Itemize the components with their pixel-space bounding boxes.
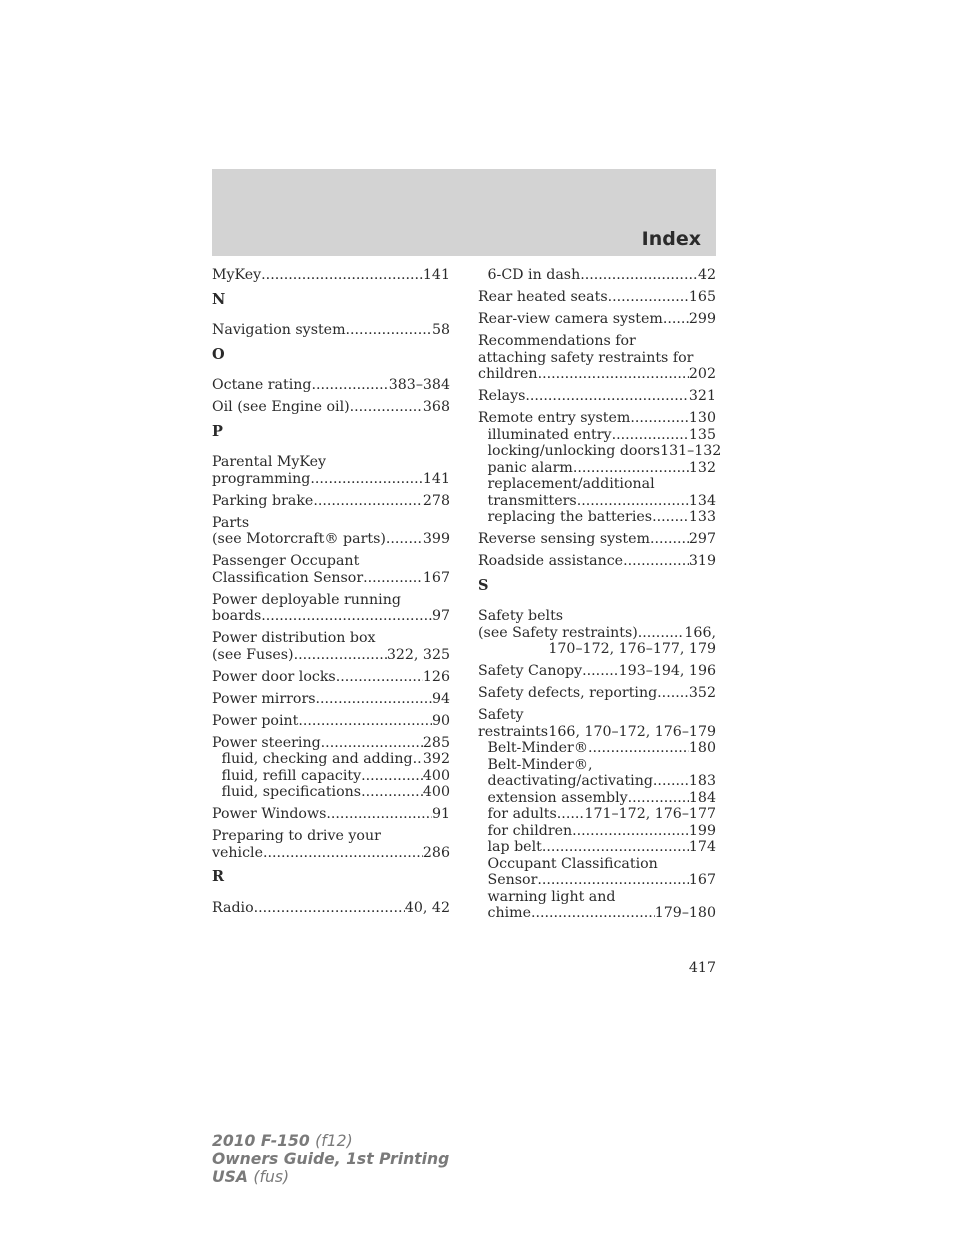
entry-term: replacement/additional bbox=[487, 476, 655, 492]
entry-term: Recommendations for bbox=[478, 333, 636, 349]
dot-leader bbox=[653, 773, 689, 790]
entry-term: Rear-view camera system bbox=[478, 311, 663, 327]
dot-leader bbox=[542, 839, 689, 856]
dot-leader bbox=[572, 823, 689, 840]
index-entry-line bbox=[212, 592, 450, 609]
dot-leader bbox=[361, 768, 423, 785]
index-subentry-line bbox=[478, 427, 716, 444]
index-letter-heading: R bbox=[212, 868, 225, 885]
entry-term: Power steering bbox=[212, 734, 321, 751]
entry-page-ref: 383–384 bbox=[388, 377, 450, 393]
entry-page-ref: 126 bbox=[422, 668, 450, 685]
dot-leader bbox=[413, 751, 423, 768]
index-entry-line bbox=[478, 388, 716, 405]
footer-market-code: (fus) bbox=[253, 1168, 290, 1186]
index-letter-heading: N bbox=[212, 290, 226, 308]
entry-term: Sensor bbox=[487, 872, 538, 888]
index-letter-heading: O bbox=[212, 345, 225, 363]
index-entry-line bbox=[478, 663, 716, 680]
index-subentry-line bbox=[212, 768, 450, 785]
entry-term: Safety Canopy bbox=[478, 663, 583, 679]
index-entry bbox=[212, 691, 450, 708]
index-entry-line bbox=[212, 713, 450, 730]
index-entry-line bbox=[212, 845, 450, 862]
document-footer bbox=[212, 1132, 449, 1186]
entry-term: Safety bbox=[478, 707, 524, 723]
index-entry-line bbox=[478, 625, 716, 642]
entry-term: Power door locks bbox=[212, 668, 336, 685]
index-subentry-line bbox=[212, 751, 450, 768]
index-entry-line bbox=[212, 608, 450, 625]
index-entry-line bbox=[478, 608, 716, 625]
entry-term: MyKey bbox=[212, 267, 262, 283]
entry-term: fluid, checking and adding bbox=[221, 751, 413, 767]
dot-leader bbox=[531, 905, 655, 922]
entry-page-ref: 286 bbox=[422, 844, 450, 861]
index-entry-line bbox=[212, 322, 450, 339]
dot-leader bbox=[657, 685, 689, 702]
index-entry bbox=[212, 592, 450, 625]
dot-leader bbox=[350, 399, 423, 416]
dot-leader bbox=[313, 493, 423, 510]
index-entry bbox=[478, 410, 722, 526]
index-entry-line bbox=[212, 900, 450, 917]
index-letter-heading: P bbox=[212, 422, 223, 440]
entry-page-ref: 193–194, 196 bbox=[618, 663, 716, 679]
entry-page-ref: 392 bbox=[422, 751, 450, 767]
entry-term: fluid, refill capacity bbox=[221, 767, 362, 784]
index-entry bbox=[212, 900, 450, 917]
entry-page-ref: 299 bbox=[688, 311, 716, 327]
dot-leader bbox=[316, 691, 432, 708]
index-entry-line bbox=[212, 806, 450, 823]
dot-leader bbox=[623, 553, 689, 570]
index-subentry-line bbox=[478, 872, 716, 889]
index-entry bbox=[478, 289, 716, 306]
index-entry-line bbox=[212, 493, 450, 510]
index-entry-line bbox=[212, 735, 450, 752]
index-entry bbox=[212, 267, 450, 284]
entry-page-ref: 166, 170–172, 176–179 bbox=[548, 723, 716, 740]
index-entry bbox=[212, 713, 450, 730]
entry-page-ref: 180 bbox=[688, 740, 716, 756]
index-entry bbox=[478, 267, 716, 284]
entry-page-ref: 321 bbox=[688, 388, 716, 404]
dot-leader bbox=[254, 900, 405, 917]
entry-term: (see Safety restraints) bbox=[478, 624, 638, 641]
index-entry bbox=[212, 735, 450, 801]
entry-page-ref: 58 bbox=[431, 322, 450, 338]
entry-term: Octane rating bbox=[212, 377, 312, 393]
index-entry bbox=[478, 311, 716, 328]
entry-page-ref: 94 bbox=[431, 690, 450, 707]
dot-leader bbox=[525, 388, 689, 405]
entry-term: Preparing to drive your bbox=[212, 828, 381, 844]
dot-leader bbox=[294, 647, 387, 664]
entry-term: Parental MyKey bbox=[212, 454, 327, 470]
dot-leader bbox=[608, 289, 689, 306]
entry-page-ref: 141 bbox=[422, 470, 450, 487]
entry-term: chime bbox=[487, 905, 531, 921]
entry-page-ref: 400 bbox=[422, 784, 450, 800]
dot-leader bbox=[326, 806, 432, 823]
entry-term: extension assembly bbox=[487, 789, 628, 806]
index-entry-line bbox=[478, 685, 716, 702]
index-entry bbox=[478, 531, 716, 548]
entry-page-ref: 166, bbox=[684, 624, 716, 641]
footer-market: USA bbox=[212, 1168, 248, 1186]
index-entry bbox=[212, 669, 450, 686]
entry-term: illuminated entry bbox=[487, 426, 612, 443]
index-subentry-line bbox=[478, 476, 716, 493]
index-entry bbox=[478, 388, 716, 405]
entry-term: Power Windows bbox=[212, 806, 327, 822]
index-subentry-line bbox=[478, 790, 716, 807]
index-entry bbox=[212, 828, 450, 861]
dot-leader bbox=[537, 872, 689, 889]
dot-leader bbox=[628, 790, 689, 807]
index-entry bbox=[478, 663, 716, 680]
dot-leader bbox=[612, 427, 689, 444]
entry-page-ref: 42 bbox=[697, 267, 716, 283]
dot-leader bbox=[310, 471, 423, 488]
index-column-right bbox=[478, 267, 722, 927]
entry-term: Belt-Minder® bbox=[487, 740, 589, 756]
entry-page-ref: 319 bbox=[688, 553, 716, 569]
dot-leader bbox=[588, 740, 689, 757]
index-entry bbox=[212, 806, 450, 823]
index-entry bbox=[478, 707, 716, 922]
footer-edition: Owners Guide, 1st Printing bbox=[212, 1150, 450, 1168]
index-subentry-line bbox=[478, 806, 716, 823]
dot-leader bbox=[261, 267, 423, 284]
entry-page-ref: 322, 325 bbox=[386, 646, 450, 663]
index-entry-line bbox=[478, 724, 716, 741]
entry-term: Remote entry system bbox=[478, 410, 631, 426]
entry-term: programming bbox=[212, 470, 311, 487]
index-subentry-line bbox=[478, 267, 716, 284]
dot-leader bbox=[386, 531, 423, 548]
index-entry bbox=[212, 553, 450, 586]
index-entry-line bbox=[212, 647, 450, 664]
entry-term: Navigation system bbox=[212, 322, 346, 338]
dot-leader bbox=[638, 625, 685, 642]
index-header-bar bbox=[212, 169, 716, 256]
entry-term: Parts bbox=[212, 514, 250, 531]
entry-term: Power point bbox=[212, 712, 299, 729]
index-subentry-line bbox=[212, 784, 450, 801]
entry-term: (see Fuses) bbox=[212, 646, 294, 663]
entry-page-ref: 297 bbox=[688, 531, 716, 547]
index-entry bbox=[212, 493, 450, 510]
index-subentry-line bbox=[478, 889, 716, 906]
dot-leader bbox=[650, 531, 689, 548]
entry-term: (see Motorcraft® parts) bbox=[212, 531, 386, 547]
dot-leader bbox=[582, 663, 618, 680]
entry-page-ref: 167 bbox=[688, 872, 716, 888]
entry-page-ref: 91 bbox=[431, 806, 450, 822]
index-entry-line bbox=[478, 707, 716, 724]
index-entry bbox=[478, 685, 716, 702]
dot-leader bbox=[630, 410, 689, 427]
dot-leader bbox=[336, 669, 423, 686]
entry-page-ref: 133 bbox=[688, 509, 716, 525]
index-entry bbox=[212, 399, 450, 416]
index-entry bbox=[478, 608, 716, 658]
index-entry-line bbox=[478, 289, 716, 306]
entry-page-ref: 352 bbox=[688, 685, 716, 701]
entry-term: panic alarm bbox=[487, 459, 573, 476]
entry-page-ref: 165 bbox=[688, 289, 716, 305]
dot-leader bbox=[363, 570, 423, 587]
index-entry-line bbox=[478, 366, 716, 383]
entry-page-ref: 134 bbox=[688, 492, 716, 509]
entry-term: attaching safety restraints for bbox=[478, 349, 694, 366]
entry-term: restraints bbox=[478, 723, 549, 740]
index-entry-line bbox=[212, 377, 450, 394]
index-entry-line bbox=[478, 641, 716, 658]
index-entry bbox=[212, 454, 450, 487]
entry-page-ref: 131–132 bbox=[660, 443, 722, 459]
entry-term: Roadside assistance bbox=[478, 553, 624, 569]
index-entry-line bbox=[212, 399, 450, 416]
index-entry bbox=[212, 322, 450, 339]
index-entry-line bbox=[212, 531, 450, 548]
entry-page-ref: 199 bbox=[688, 822, 716, 839]
entry-term: boards bbox=[212, 608, 262, 624]
index-subentry-line bbox=[478, 905, 716, 922]
index-subentry-line bbox=[478, 493, 716, 510]
index-entry bbox=[478, 553, 716, 570]
dot-leader bbox=[663, 311, 689, 328]
entry-page-ref: 171–172, 176–177 bbox=[584, 806, 716, 822]
dot-leader bbox=[580, 267, 698, 284]
index-subentry-line bbox=[478, 740, 716, 757]
entry-term: Power deployable running bbox=[212, 591, 401, 608]
index-entry-line bbox=[478, 333, 716, 350]
entry-term: Power distribution box bbox=[212, 630, 376, 646]
index-entry-line bbox=[212, 454, 450, 471]
entry-term: Safety defects, reporting bbox=[478, 685, 658, 701]
entry-term: vehicle bbox=[212, 844, 263, 861]
index-entry bbox=[478, 333, 716, 383]
index-entry-line bbox=[212, 553, 450, 570]
index-entry-line bbox=[212, 630, 450, 647]
footer-model-code: (f12) bbox=[315, 1132, 353, 1150]
entry-page-ref: 278 bbox=[422, 492, 450, 509]
index-subentry-line bbox=[478, 773, 716, 790]
index-entry-line bbox=[212, 669, 450, 686]
dot-leader bbox=[346, 322, 432, 339]
index-entry-line bbox=[212, 828, 450, 845]
entry-page-ref: 179–180 bbox=[654, 905, 716, 921]
index-entry bbox=[212, 630, 450, 663]
dot-leader bbox=[361, 784, 423, 801]
index-subentry-line bbox=[478, 757, 716, 774]
entry-page-ref: 97 bbox=[431, 608, 450, 624]
entry-term: children bbox=[478, 366, 538, 382]
entry-page-ref: 141 bbox=[422, 267, 450, 283]
entry-page-ref: 132 bbox=[688, 459, 716, 476]
entry-page-ref: 368 bbox=[422, 399, 450, 415]
entry-term: Reverse sensing system bbox=[478, 531, 650, 547]
entry-page-ref: 174 bbox=[688, 839, 716, 855]
entry-term: Rear heated seats bbox=[478, 289, 608, 305]
entry-term: warning light and bbox=[487, 888, 616, 905]
entry-page-ref: 400 bbox=[422, 767, 450, 784]
entry-page-ref: 184 bbox=[688, 789, 716, 806]
entry-term: lap belt bbox=[487, 839, 542, 855]
index-entry-line bbox=[212, 471, 450, 488]
entry-term: replacing the batteries bbox=[487, 509, 653, 525]
dot-leader bbox=[573, 460, 689, 477]
index-subentry-line bbox=[478, 839, 716, 856]
entry-term: Oil (see Engine oil) bbox=[212, 399, 350, 415]
entry-page-ref: 167 bbox=[422, 569, 450, 586]
entry-page-ref: 183 bbox=[688, 773, 716, 789]
entry-term: Classification Sensor bbox=[212, 569, 364, 586]
index-entry bbox=[212, 377, 450, 394]
index-entry-line bbox=[478, 410, 716, 427]
entry-term: Safety belts bbox=[478, 608, 564, 624]
index-entry-line bbox=[212, 691, 450, 708]
index-entry-line bbox=[478, 350, 716, 367]
index-subentry-line bbox=[478, 460, 716, 477]
page-number: 417 bbox=[688, 960, 716, 976]
entry-term: deactivating/activating bbox=[487, 773, 653, 789]
dot-leader bbox=[311, 377, 388, 394]
index-entry-line bbox=[212, 515, 450, 532]
entry-term: Radio bbox=[212, 899, 254, 916]
index-entry-line bbox=[212, 570, 450, 587]
dot-leader bbox=[263, 845, 423, 862]
entry-page-ref: 285 bbox=[422, 734, 450, 751]
index-subentry-line bbox=[478, 856, 716, 873]
entry-term: 170–172, 176–177, 179 bbox=[548, 641, 716, 657]
dot-leader bbox=[321, 735, 423, 752]
entry-term: Belt-Minder®, bbox=[487, 756, 593, 773]
entry-term: fluid, specifications bbox=[221, 784, 362, 800]
index-entry-line bbox=[478, 531, 716, 548]
entry-page-ref: 135 bbox=[688, 426, 716, 443]
entry-page-ref: 40, 42 bbox=[404, 899, 450, 916]
entry-page-ref: 130 bbox=[688, 410, 716, 426]
index-column-left bbox=[212, 267, 450, 922]
index-subentry-line bbox=[478, 443, 722, 460]
dot-leader bbox=[652, 509, 689, 526]
entry-term: 6-CD in dash bbox=[487, 267, 581, 283]
entry-term: for adults bbox=[487, 806, 557, 822]
dot-leader bbox=[298, 713, 432, 730]
entry-term: locking/unlocking doors bbox=[487, 443, 661, 459]
index-entry bbox=[212, 515, 450, 548]
index-entry-line bbox=[212, 267, 450, 284]
entry-page-ref: 202 bbox=[688, 366, 716, 382]
entry-term: for children bbox=[487, 822, 573, 839]
entry-term: Parking brake bbox=[212, 492, 314, 509]
entry-page-ref: 90 bbox=[431, 712, 450, 729]
index-entry-line bbox=[478, 311, 716, 328]
entry-term: Passenger Occupant bbox=[212, 553, 360, 569]
entry-term: Relays bbox=[478, 388, 526, 404]
dot-leader bbox=[577, 493, 689, 510]
index-letter-heading: S bbox=[478, 576, 489, 594]
dot-leader bbox=[538, 366, 689, 383]
page-title: Index bbox=[641, 228, 701, 250]
entry-term: transmitters bbox=[487, 492, 577, 509]
entry-term: Power mirrors bbox=[212, 690, 316, 707]
entry-page-ref: 399 bbox=[422, 531, 450, 547]
index-entry-line bbox=[478, 553, 716, 570]
index-subentry-line bbox=[478, 509, 716, 526]
index-subentry-line bbox=[478, 823, 716, 840]
dot-leader bbox=[261, 608, 432, 625]
entry-term: Occupant Classification bbox=[487, 855, 658, 872]
dot-leader bbox=[557, 806, 585, 823]
footer-model: 2010 F-150 bbox=[212, 1132, 310, 1150]
